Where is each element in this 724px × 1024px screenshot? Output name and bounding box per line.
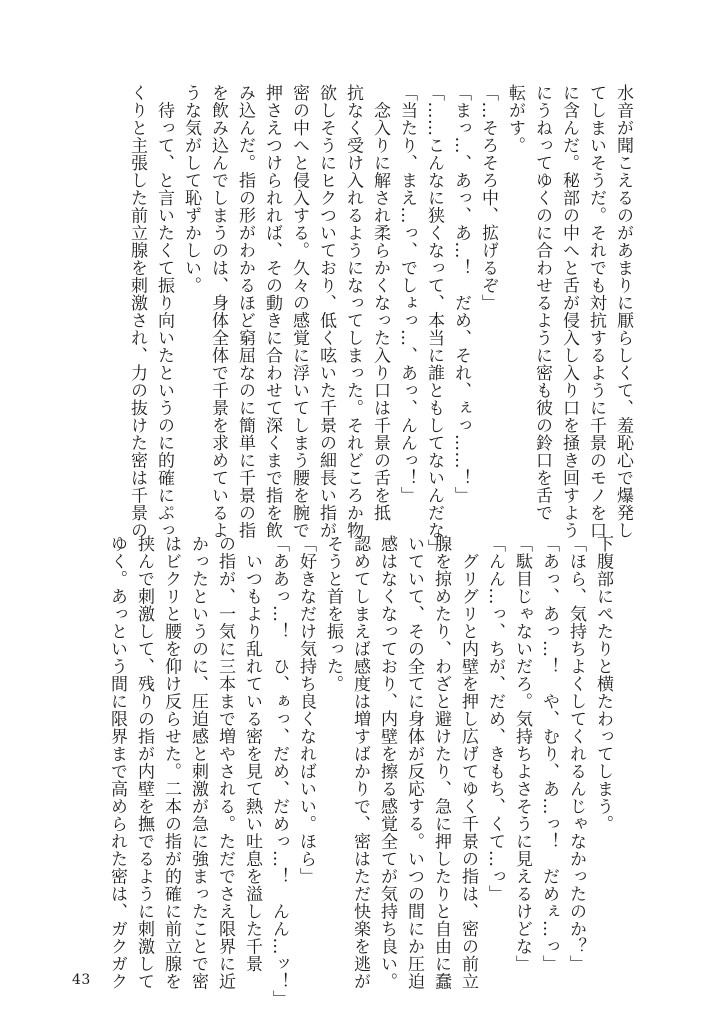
text-column: かったというのに、圧迫感と刺激が急に強まったことで密 (188, 535, 208, 990)
text-column: 「……こんなに狭くなって、本当に誰ともしてないんだな」 (424, 84, 444, 557)
text-column: グリグリと内壁を押し広げてゆく千景の指は、密の前立 (458, 535, 478, 990)
text-column: 「…そろそろ中、拡げるぞ」 (478, 84, 498, 312)
text-column: 感はなくなっており、内壁を擦る感覚全てが気持ち良い。 (377, 535, 397, 990)
text-column: てしまいそうだ。それでも対抗するように千景のモノを口 (586, 84, 606, 539)
text-block-bottom (103, 535, 616, 1008)
text-column: 下腹部にぺたりと横たわってしまう。 (593, 535, 613, 833)
text-column: にうねってゆくのに合わせるように密も彼の鈴口を舌で (532, 84, 552, 522)
text-block-top (123, 84, 636, 557)
text-column: くりと主張した前立腺を刺激され、力の抜けた密は千景の (127, 84, 147, 539)
text-column: 抗なく受け入れるようになってしまった。それどころか物 (343, 84, 363, 539)
text-column: 「まっ…、あっ、あ…！ だめ、それ、ぇっ……！」 (451, 84, 471, 504)
text-column: 押さえつけられれば、その動きに合わせて深くまで指を飲 (262, 84, 282, 539)
text-column: 「あっ、あっ…！ や、むり、あ…っ！ だめぇ…っ」 (539, 535, 559, 973)
text-column: いていて、その全てに身体が反応する。いつの間にか圧迫 (404, 535, 424, 990)
text-column: を飲み込んでしまうのは、身体全体で千景を求めているよ (208, 84, 228, 539)
text-column: 待って、と言いたくて振り向いたというのに的確にぷっ (154, 84, 174, 539)
text-column: 「駄目じゃないだろ。気持ちよさそうに見えるけどな」 (512, 535, 532, 973)
text-column: 「ああっ…！ ひ、ぁっ、だめ、だめっ…！ んん…ッ！」 (269, 535, 289, 1008)
text-column: 密の中へと侵入する。久々の感覚に浮いてしまう腰を腕で (289, 84, 309, 539)
text-column: 欲しそうにヒクついており、低く呟いた千景の細長い指が (316, 84, 336, 539)
text-column: はビクリと腰を仰け反らせた。二本の指が的確に前立腺を (161, 535, 181, 990)
text-column: 念入りに解され柔らかくなった入り口は千景の舌を抵 (370, 84, 390, 522)
text-column: いつもより乱れている密を見て熱い吐息を溢した千景 (242, 535, 262, 973)
text-column: そうと首を振った。 (323, 535, 343, 693)
text-column: 腺を掠めたり、わざと避けたり、急に押したりと自由に蠢 (431, 535, 451, 990)
text-column: ゆく。あっという間に限界まで高められた密は、ガクガク (107, 535, 127, 990)
page-number: 43 (72, 972, 91, 988)
text-column: うな気がして恥ずかしい。 (181, 84, 201, 294)
text-column: み込んだ。指の形がわかるほど窮屈なのに簡単に千景の指 (235, 84, 255, 539)
text-column: の指が、一気に三本まで増やされる。ただでさえ限界に近 (215, 535, 235, 990)
text-column: 「ほら、気持ちよくしてくれるんじゃなかったのか？」 (566, 535, 586, 973)
text-column: 「んん…っ、ちが、だめ、きもち、くて…っ」 (485, 535, 505, 903)
text-column: に含んだ。秘部の中へと舌が侵入し入り口を掻き回すよう (559, 84, 579, 539)
text-column: 転がす。 (505, 84, 525, 154)
text-column: 認めてしまえば感度は増すばかりで、密はただ快楽を逃が (350, 535, 370, 990)
text-column: 「好きなだけ気持ち良くなればいい。ほら」 (296, 535, 316, 885)
text-column: 挟んで刺激して、残りの指が内壁を撫でるように刺激して (134, 535, 154, 990)
text-column: 水音が聞こえるのがあまりに厭らしくて、羞恥心で爆発し (613, 84, 633, 539)
text-column: 「当たり、まえ…っ、でしょっ…、あっ、んんっ！」 (397, 84, 417, 504)
